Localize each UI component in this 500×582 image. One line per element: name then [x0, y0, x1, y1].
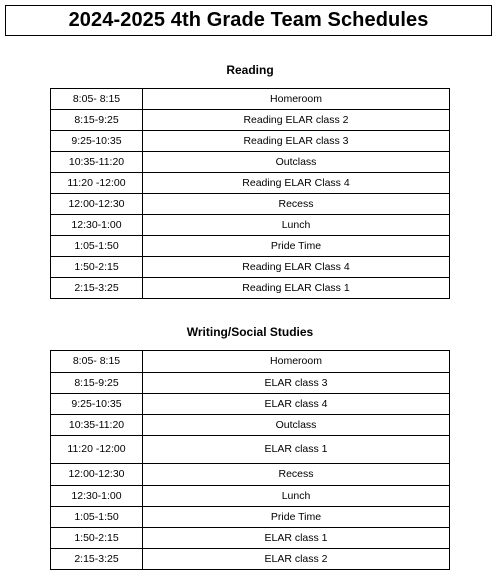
- table-row: [51, 436, 450, 464]
- time-cell: 12:30-1:00: [51, 215, 143, 236]
- time-cell: 2:15-3:25: [51, 278, 143, 299]
- table-row: [51, 528, 450, 549]
- table-row: [51, 173, 450, 194]
- subject-cell: Recess: [143, 194, 450, 215]
- table-row: [51, 351, 450, 373]
- time-cell: 1:50-2:15: [51, 528, 143, 549]
- subject-cell: Reading ELAR Class 4: [143, 173, 450, 194]
- time-cell: 12:30-1:00: [51, 486, 143, 507]
- subject-cell: Lunch: [143, 215, 450, 236]
- table-row: [51, 236, 450, 257]
- table-row: [51, 486, 450, 507]
- subject-cell: ELAR class 4: [143, 394, 450, 415]
- subject-cell: Outclass: [143, 415, 450, 436]
- subject-cell: Pride Time: [143, 507, 450, 528]
- subject-cell: Homeroom: [143, 89, 450, 110]
- subject-cell: ELAR class 2: [143, 549, 450, 570]
- time-cell: 1:05-1:50: [51, 507, 143, 528]
- table-row: [51, 89, 450, 110]
- time-cell: 11:20 -12:00: [51, 436, 143, 464]
- subject-cell: Reading ELAR Class 4: [143, 257, 450, 278]
- table-row: [51, 415, 450, 436]
- writing-schedule-table: [50, 350, 450, 570]
- subject-cell: Reading ELAR class 3: [143, 131, 450, 152]
- time-cell: 9:25-10:35: [51, 394, 143, 415]
- table-row: [51, 373, 450, 394]
- time-cell: 12:00-12:30: [51, 464, 143, 486]
- subject-cell: Reading ELAR Class 1: [143, 278, 450, 299]
- table-row: [51, 278, 450, 299]
- table-row: [51, 215, 450, 236]
- time-cell: 8:05- 8:15: [51, 351, 143, 373]
- subject-cell: Reading ELAR class 2: [143, 110, 450, 131]
- subject-cell: Homeroom: [143, 351, 450, 373]
- table-row: [51, 194, 450, 215]
- table-row: [51, 507, 450, 528]
- subject-cell: ELAR class 3: [143, 373, 450, 394]
- reading-schedule-table: [50, 88, 450, 299]
- time-cell: 9:25-10:35: [51, 131, 143, 152]
- subject-cell: ELAR class 1: [143, 436, 450, 464]
- time-cell: 12:00-12:30: [51, 194, 143, 215]
- table-row: [51, 394, 450, 415]
- time-cell: 8:05- 8:15: [51, 89, 143, 110]
- subject-cell: Pride Time: [143, 236, 450, 257]
- page-title: 2024-2025 4th Grade Team Schedules: [68, 9, 429, 31]
- table-row: [51, 131, 450, 152]
- table-row: [51, 549, 450, 570]
- table-row: [51, 257, 450, 278]
- table-row: [51, 110, 450, 131]
- title-box: [5, 5, 492, 36]
- time-cell: 10:35-11:20: [51, 152, 143, 173]
- time-cell: 11:20 -12:00: [51, 173, 143, 194]
- table-row: [51, 464, 450, 486]
- time-cell: 8:15-9:25: [51, 110, 143, 131]
- subject-cell: ELAR class 1: [143, 528, 450, 549]
- reading-heading: Reading: [226, 63, 274, 77]
- time-cell: 1:50-2:15: [51, 257, 143, 278]
- subject-cell: Lunch: [143, 486, 450, 507]
- subject-cell: Recess: [143, 464, 450, 486]
- time-cell: 1:05-1:50: [51, 236, 143, 257]
- table-row: [51, 152, 450, 173]
- writing-social-studies-heading: Writing/Social Studies: [186, 325, 314, 339]
- time-cell: 8:15-9:25: [51, 373, 143, 394]
- subject-cell: Outclass: [143, 152, 450, 173]
- time-cell: 2:15-3:25: [51, 549, 143, 570]
- time-cell: 10:35-11:20: [51, 415, 143, 436]
